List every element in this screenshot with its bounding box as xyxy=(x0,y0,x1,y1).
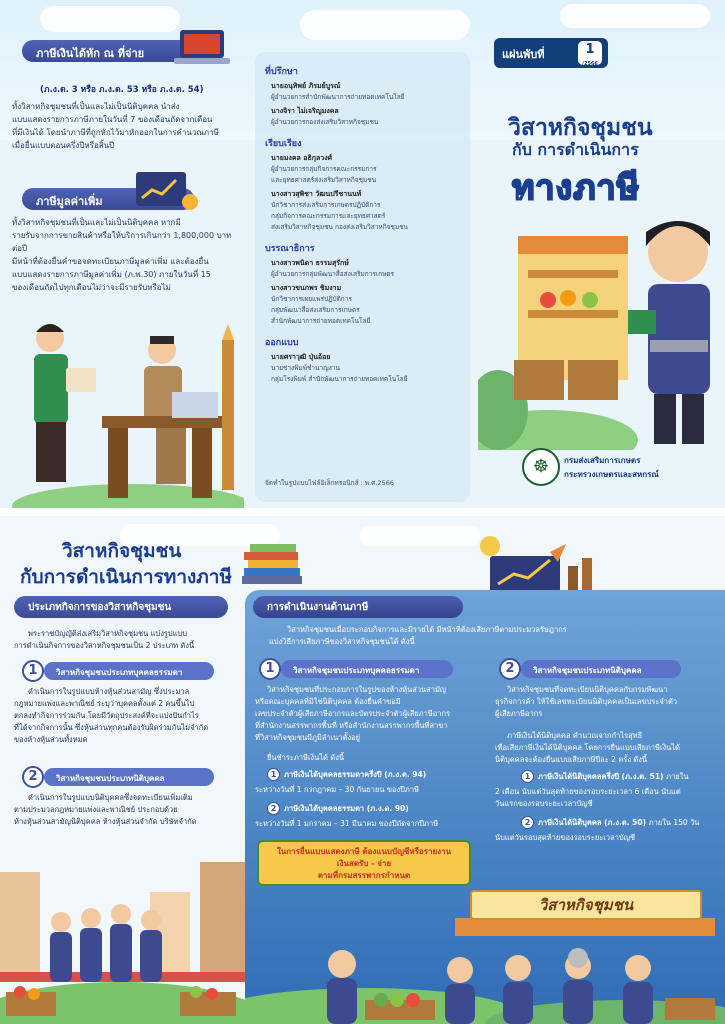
tax-operations-heading: การดำเนินงานด้านภาษี xyxy=(253,596,463,618)
text-line: ที่วิสาหกิจชุมชนมีภูมิลำเนาตั้งอยู่ xyxy=(255,733,361,742)
credit-name: นางสาวพนิดา ธรรมสุรักษ์ xyxy=(271,259,349,267)
tax-office-illustration xyxy=(12,310,244,510)
credits-heading: เรียบเรียง xyxy=(265,139,302,149)
item-number-badge: 1 xyxy=(521,770,534,783)
cloud-decoration xyxy=(560,4,710,28)
sheet-badge xyxy=(494,38,608,68)
chart-board-icon xyxy=(132,168,202,214)
cover-title-line2: กับ การดำเนินการ xyxy=(512,140,639,159)
withholding-tax-description xyxy=(12,100,240,152)
tax-operations-panel xyxy=(245,590,725,1024)
type2-label: วิสาหกิจชุมชนประเภทนิติบุคคล xyxy=(44,768,214,786)
item-tail: ภายใน xyxy=(666,772,689,781)
col1-item2 xyxy=(267,802,492,815)
text-line: แบบแสดงรายการภาษีมูลค่าเพิ่ม (ภ.พ.30) ภายในวันที่ 15 xyxy=(12,270,211,279)
notice-line: เงินสดรับ - จ่าย xyxy=(336,859,392,868)
item-number-badge: 2 xyxy=(267,802,280,815)
col2-description xyxy=(495,684,721,720)
text-line: ดำเนินการในรูปแบบนิติบุคคลซึ่งจดทะเบียนเพิ่มเติม xyxy=(28,793,193,802)
text-line: เมื่อยื่นแบบตอนครึ่งปีหรือสิ้นปี xyxy=(12,141,115,150)
item-tail: ภายใน 150 วัน xyxy=(648,818,700,827)
text-line: วิสาหกิจชุมชนที่จดทะเบียนนิติบุคคลกับกรมพัฒนา xyxy=(507,685,668,694)
col2-item2 xyxy=(521,816,725,829)
credit-position: ส่งเสริมวิสาหกิจชุมชน กองส่งเสริมวิสาหกิจชุมชน xyxy=(271,223,408,231)
col1-item1 xyxy=(267,768,492,781)
text-line: รายรับจากการขายสินค้าหรือให้บริการเกินกว่า 1,800,000 บาทต่อปี xyxy=(12,231,232,253)
text-line: พระราชบัญญัติส่งเสริมวิสาหกิจชุมชน แบ่งรูปแบบ xyxy=(28,629,188,638)
cover-panel xyxy=(478,30,725,510)
type2-number-badge: 2 xyxy=(22,766,44,788)
text-line: ทั้งวิสาหกิจชุมชนที่เป็นและไม่เป็นนิติบุคคล นำส่ง xyxy=(12,102,180,111)
text-line: เพื่อเสียภาษีเงินได้นิติบุคคล โดยการยื่นแบบเสียภาษีเงินได้ xyxy=(495,743,680,752)
col1-submit-label: ยื่นชำระภาษีเงินได้ ดังนี้ xyxy=(267,753,345,762)
tax-operations-intro xyxy=(269,624,719,648)
credit-position: นายช่างพิมพ์ชำนาญงาน xyxy=(271,364,340,372)
text-line: ที่ได้จากกิจการนั้น ซึ่งหุ้นส่วนทุกคนต้องรับผิดร่วมกันไม่จำกัด xyxy=(14,723,209,732)
item-title: ภาษีเงินได้บุคคลธรรมดาครึ่งปี (ภ.ง.ด. 94) xyxy=(284,770,427,779)
tax-info-column xyxy=(12,40,244,510)
text-line: ผู้เสียภาษีอากร xyxy=(495,709,543,718)
market-stall-illustration xyxy=(245,908,725,1024)
credits-heading: บรรณาธิการ xyxy=(265,244,315,254)
enterprise-types-heading: ประเภทกิจการของวิสาหกิจชุมชน xyxy=(14,596,228,618)
credits-group xyxy=(265,335,460,385)
text-line: ตามประมวลกฎหมายแพ่งและพาณิชย์ ประกอบด้วย xyxy=(14,805,178,814)
text-line: แบบแสดงรายการภาษีภายในวันที่ 7 ของเดือนถัดจากเดือน xyxy=(12,115,213,124)
sheet-label: แผ่นพับที่ xyxy=(502,48,545,61)
credit-position: กลุ่มกิจการคณะกรรมการและยุทธศาสตร์ xyxy=(271,212,386,220)
type1-description xyxy=(14,686,234,746)
cash-book-notice xyxy=(257,840,471,886)
col1-number-badge: 1 xyxy=(259,658,281,680)
text-line: หรือคณะบุคคลที่มิใช่นิติบุคคล ต้องยื่นคำขอมี xyxy=(255,697,401,706)
item-title: ภาษีเงินได้นิติบุคคล (ภ.ง.ด. 50) xyxy=(538,818,647,827)
credit-name: นายศราวุฒิ ปุ่นอ้อย xyxy=(271,353,331,361)
withholding-tax-forms: (ภ.ง.ด. 3 หรือ ภ.ง.ด. 53 หรือ ภ.ง.ด. 54) xyxy=(40,85,204,95)
credits-heading: ออกแบบ xyxy=(265,338,299,348)
col1-description xyxy=(255,684,485,744)
type1-label: วิสาหกิจชุมชนประเภทบุคคลธรรมดา xyxy=(44,662,214,680)
col2-label: วิสาหกิจชุมชนประเภทนิติบุคคล xyxy=(521,660,681,678)
text-line: เลขประจำตัวผู้เสียภาษีอากรและบัตรประจำตัวผู้เสียภาษีอากร xyxy=(255,709,451,718)
text-line: ที่สำนักงานสรรพากรพื้นที่ หรือสำนักงานสรรพากรพื้นที่สาขา xyxy=(255,721,448,730)
credit-name: นางสาวสุพิชา วัฒนปรีชานนท์ xyxy=(271,190,362,198)
credit-name: นางสาวขนกพร ชิมงาม xyxy=(271,284,342,292)
credit-position: ผู้อำนวยการสำนักพัฒนาการถ่ายทอดเทคโนโลยี xyxy=(271,93,405,101)
sheet-year: /2566 xyxy=(582,61,598,67)
inner-title-line1: วิสาหกิจชุมชน xyxy=(62,540,182,562)
cover-title-line1: วิสาหกิจชุมชน xyxy=(508,115,653,141)
text-line: วิสาหกิจชุมชนเมื่อประกอบกิจการและมีรายได้ มีหน้าที่ต้องเสียภาษีตามประมวลรัษฎากร xyxy=(287,625,567,634)
brochure-inner-side xyxy=(0,516,725,1024)
department-name: กรมส่งเสริมการเกษตร xyxy=(564,456,641,465)
document-stack-icon xyxy=(240,538,310,590)
cloud-decoration xyxy=(300,10,470,40)
notice-line: ในการยื่นแบบแสดงภาษี ต้องแนบบัญชีหรือรายงาน xyxy=(276,847,452,856)
credits-group xyxy=(265,136,460,233)
text-line: ห้างหุ้นส่วนสามัญนิติบุคคล ห้างหุ้นส่วนจำกัด บริษัทจำกัด xyxy=(14,817,197,826)
enterprise-types-intro xyxy=(14,628,234,652)
text-line: แบ่งวิธีการเสียภาษีของวิสาหกิจชุมชนได้ ดังนี้ xyxy=(269,637,415,646)
notice-line: ตามที่กรมสรรพากรกำหนด xyxy=(317,871,411,880)
text-line: มีหน้าที่ต้องยื่นคำขอจดทะเบียนภาษีมูลค่าเพิ่ม และต้องยื่น xyxy=(12,257,209,266)
type2-description xyxy=(14,792,234,828)
cloud-decoration xyxy=(40,6,180,32)
credits-panel xyxy=(255,52,470,502)
col2-item1-detail xyxy=(495,786,723,810)
col2-item2-detail: นับแต่วันรอบสุดท้ายของรอบระยะเวลาบัญชี xyxy=(495,833,636,842)
item-title: ภาษีเงินได้นิติบุคคลครึ่งปี (ภ.ง.ด. 51) xyxy=(538,772,664,781)
credit-position: และยุทธศาสตร์ส่งเสริมวิสาหกิจชุมชน xyxy=(271,176,377,184)
growth-chart-icon xyxy=(470,530,600,596)
credit-position: กลุ่มโรงพิมพ์ สำนักพัฒนาการถ่ายทอดเทคโนโลยี xyxy=(271,375,408,383)
community-group-illustration xyxy=(0,852,245,1024)
ministry-name: กระทรวงเกษตรและสหกรณ์ xyxy=(564,470,659,479)
text-line: ดำเนินการในรูปแบบห้างหุ้นส่วนสามัญ ซึ่งประมวล xyxy=(28,687,190,696)
text-line: ของห้างหุ้นส่วนทั้งหมด xyxy=(14,735,88,744)
text-line: กฎหมายแพ่งและพาณิชย์ ระบุว่าบุคคลตั้งแต่ 2 คนขึ้นไป xyxy=(14,699,195,708)
credit-position: ผู้อำนวยการกลุ่มกิจการคณะกรรมการ xyxy=(271,165,377,173)
text-line: วิสาหกิจชุมชนที่ประกอบการในรูปของห้างหุ้นส่วนสามัญ xyxy=(267,685,447,694)
credit-position: สำนักพัฒนาการถ่ายทอดเทคโนโลยี xyxy=(271,317,371,325)
text-line: 2 เดือน นับแต่วันสุดท้ายของรอบระยะเวลา 6 เดือน นับแต่ xyxy=(495,787,681,796)
cloud-decoration xyxy=(360,526,480,546)
sheet-number: 1 xyxy=(578,41,602,65)
credit-name: นางจิรา ไม่เจริญมงคล xyxy=(271,107,339,115)
text-line: ของเดือนถัดไปทุกเดือนไม่ว่าจะมีรายรับหรือไม่ xyxy=(12,283,171,292)
credit-position: นักวิชาการเผยแพร่ปฏิบัติการ xyxy=(271,295,352,303)
publication-note: จัดทำในรูปแบบไฟล์อิเล็กทรอนิกส์ : พ.ศ.2566 xyxy=(265,479,394,487)
col2-item1 xyxy=(521,770,725,783)
type1-number-badge: 1 xyxy=(22,660,44,682)
credit-position: ผู้อำนวยการกองส่งเสริมวิสาหกิจชุมชน xyxy=(271,118,379,126)
col1-label: วิสาหกิจชุมชนประเภทบุคคลธรรมดา xyxy=(281,660,453,678)
market-vendor-illustration xyxy=(478,210,725,450)
col1-item1-detail: ระหว่างวันที่ 1 กรกฎาคม – 30 กันยายน ของปีภาษี xyxy=(255,785,420,794)
text-line: ธุรกิจการค้า ให้ใช้เลขทะเบียนนิติบุคคลเป็นเลขประจำตัว xyxy=(495,697,678,706)
withholding-tax-heading: ภาษีเงินได้หัก ณ ที่จ่าย xyxy=(22,40,194,62)
item-number-badge: 1 xyxy=(267,768,280,781)
inner-title-line2: กับการดำเนินการทางภาษี xyxy=(20,566,232,588)
laptop-icon xyxy=(172,26,238,70)
credits-group xyxy=(265,241,460,327)
item-title: ภาษีเงินได้บุคคลธรรมดา (ภ.ง.ด. 90) xyxy=(284,804,409,813)
credits-heading: ที่ปรึกษา xyxy=(265,67,298,77)
enterprise-types-column xyxy=(0,594,245,1024)
text-line: วันแรกของรอบระยะเวลาบัญชี xyxy=(495,799,593,808)
cover-title-line3: ทางภาษี xyxy=(512,168,641,208)
department-logo-icon: ☸ xyxy=(522,448,560,486)
vat-heading: ภาษีมูลค่าเพิ่ม xyxy=(22,188,194,210)
text-line: ตกลงทำกิจการร่วมกัน โดยมีวัตถุประสงค์ที่จะแบ่งปันกำไร xyxy=(14,711,199,720)
item-number-badge: 2 xyxy=(521,816,534,829)
credit-name: นายมงคล อธิกุลวงศ์ xyxy=(271,154,333,162)
col1-item2-detail: ระหว่างวันที่ 1 มกราคม – 31 มีนาคม ของปีถัดจากปีภาษี xyxy=(255,819,439,828)
credit-name: นายอนุทิพย์ ภิรมย์บูรณ์ xyxy=(271,82,341,90)
text-line: นิติบุคคลจะต้องยื่นแบบเสียภาษีปีละ 2 ครั้ง ดังนี้ xyxy=(495,755,648,764)
text-line: ทั้งวิสาหกิจชุมชนที่เป็นและไม่เป็นนิติบุคคล หากมี xyxy=(12,218,181,227)
credits-group xyxy=(265,64,460,128)
text-line: ภาษีเงินได้นิติบุคคล คำนวณจากกำไรสุทธิ xyxy=(507,731,643,740)
text-line: ที่มีเงินได้ โดยนำภาษีที่ถูกหักไว้มาหักออกในการคำนวณภาษี xyxy=(12,128,219,137)
vat-description xyxy=(12,216,240,294)
credit-position: กลุ่มพัฒนาสื่อส่งเสริมการเกษตร xyxy=(271,306,360,314)
col2-number-badge: 2 xyxy=(499,658,521,680)
text-line: การดำเนินกิจการของวิสาหกิจชุมชนเป็น 2 ประเภท ดังนี้ xyxy=(14,641,195,650)
credit-position: ผู้อำนวยการกลุ่มพัฒนาสื่อส่งเสริมการเกษตร xyxy=(271,270,395,278)
enterprise-shop-sign: วิสาหกิจชุมชน xyxy=(470,890,702,920)
credit-position: นักวิชาการส่งเสริมการเกษตรปฏิบัติการ xyxy=(271,201,381,209)
col2-description-2 xyxy=(495,730,721,766)
